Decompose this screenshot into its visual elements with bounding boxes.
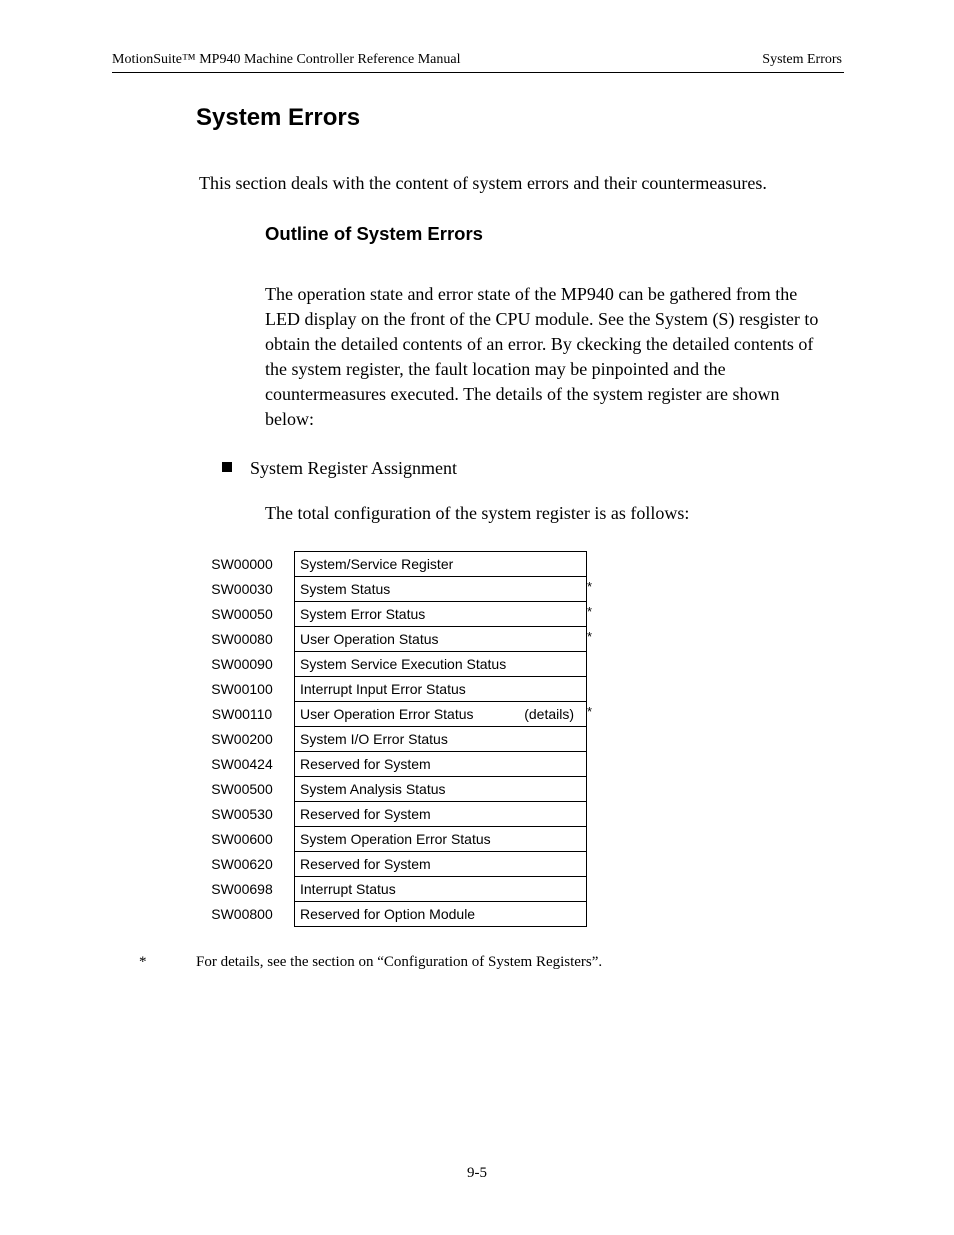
- register-address: SW00530: [211, 806, 273, 822]
- register-cell: [294, 577, 587, 602]
- square-bullet-icon: [222, 462, 232, 472]
- register-address: SW00620: [211, 856, 273, 872]
- section-heading: Outline of System Errors: [265, 223, 483, 244]
- register-address: SW00090: [211, 656, 273, 672]
- body-line: below:: [265, 409, 314, 429]
- register-name: Reserved for System: [300, 806, 431, 822]
- register-row: [200, 627, 620, 652]
- register-row: [200, 852, 620, 877]
- register-name: Reserved for Option Module: [300, 906, 476, 922]
- register-cell: [294, 902, 587, 927]
- register-address: SW00050: [211, 606, 273, 622]
- register-cell: [294, 551, 587, 577]
- running-header: [112, 52, 844, 73]
- register-address: SW00800: [211, 906, 273, 922]
- register-name: System Analysis Status: [300, 781, 446, 797]
- register-row: [200, 827, 620, 852]
- register-row: [200, 652, 620, 677]
- register-address: SW00698: [211, 881, 273, 897]
- register-address: SW00424: [211, 756, 273, 772]
- config-description: The total configuration of the system register is as follows:: [265, 503, 690, 523]
- register-name: User Operation Error Status: [300, 706, 474, 722]
- body-line: LED display on the front of the CPU module. See the System (S) resgister to: [265, 309, 819, 329]
- register-address: SW00200: [211, 731, 273, 747]
- register-name: Interrupt Status: [300, 881, 396, 897]
- body-paragraph: [265, 282, 845, 432]
- body-line: countermeasures executed. The details of the system register are shown: [265, 384, 780, 404]
- register-cell: [294, 802, 587, 827]
- register-cell: [294, 752, 587, 777]
- register-address: SW00100: [211, 681, 273, 697]
- register-detail: (details): [524, 706, 574, 722]
- register-address: SW00110: [211, 706, 273, 722]
- intro-paragraph: This section deals with the content of system errors and their countermeasures.: [199, 173, 767, 193]
- register-row: [200, 677, 620, 702]
- footnote-reference-mark: *: [587, 629, 593, 644]
- register-cell: [294, 777, 587, 802]
- register-row: [200, 877, 620, 902]
- footnote-reference-mark: *: [587, 579, 593, 594]
- register-row: [200, 727, 620, 752]
- register-row: [200, 752, 620, 777]
- page-title: System Errors: [196, 104, 361, 131]
- register-row: [200, 552, 620, 577]
- page-number: 9-5: [467, 1165, 487, 1181]
- register-row: [200, 777, 620, 802]
- register-address: SW00500: [211, 781, 273, 797]
- register-row: [200, 902, 620, 927]
- register-row: [200, 602, 620, 627]
- register-cell: [294, 727, 587, 752]
- register-name: System Operation Error Status: [300, 831, 491, 847]
- register-cell: [294, 627, 587, 652]
- register-address: SW00000: [211, 556, 273, 572]
- footnote-reference-mark: *: [587, 704, 593, 719]
- register-row: [200, 577, 620, 602]
- body-line: the system register, the fault location may be pinpointed and the: [265, 359, 726, 379]
- manual-title: MotionSuite™ MP940 Machine Controller Reference Manual: [112, 52, 461, 67]
- register-name: System Error Status: [300, 606, 426, 622]
- register-name: System Status: [300, 581, 391, 597]
- register-cell: [294, 827, 587, 852]
- footnote-mark: *: [139, 954, 147, 970]
- register-address: SW00080: [211, 631, 273, 647]
- register-cell: [294, 677, 587, 702]
- register-cell: [294, 877, 587, 902]
- register-name: Interrupt Input Error Status: [300, 681, 466, 697]
- body-line: obtain the detailed contents of an error. By ckecking the detailed contents of: [265, 334, 814, 354]
- register-table: [200, 552, 620, 927]
- register-row: [200, 702, 620, 727]
- footnote-text: For details, see the section on “Configuration of System Registers”.: [196, 954, 603, 970]
- register-name: Reserved for System: [300, 756, 431, 772]
- register-cell: [294, 652, 587, 677]
- register-cell: [294, 702, 587, 727]
- chapter-title: System Errors: [762, 52, 842, 67]
- register-name: User Operation Status: [300, 631, 439, 647]
- register-name: System/Service Register: [300, 556, 454, 572]
- register-name: System I/O Error Status: [300, 731, 448, 747]
- register-address: SW00600: [211, 831, 273, 847]
- body-line: The operation state and error state of the MP940 can be gathered from the: [265, 284, 798, 304]
- register-address: SW00030: [211, 581, 273, 597]
- register-name: Reserved for System: [300, 856, 431, 872]
- footnote-reference-mark: *: [587, 604, 593, 619]
- register-cell: [294, 602, 587, 627]
- register-cell: [294, 852, 587, 877]
- bullet-text: System Register Assignment: [250, 458, 457, 478]
- register-row: [200, 802, 620, 827]
- register-name: System Service Execution Status: [300, 656, 507, 672]
